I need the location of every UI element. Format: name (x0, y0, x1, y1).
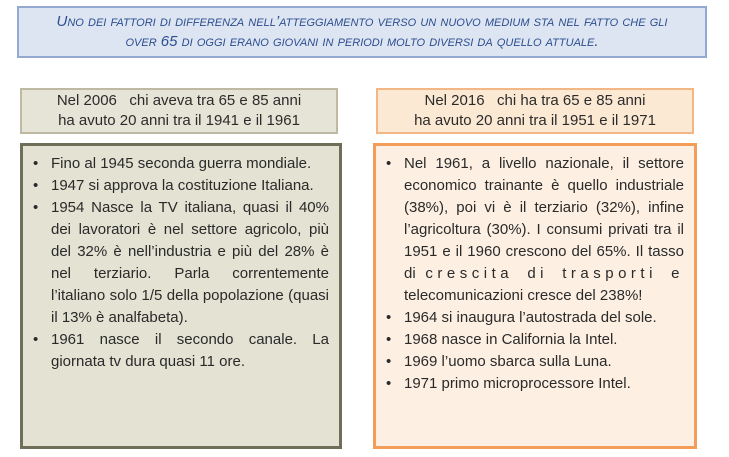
bullet-icon: • (386, 375, 392, 392)
list-item: • 1968 nasce in California la Intel. (384, 329, 684, 351)
list-item: • 1961 nasce il secondo canale. La giornata tv dura quasi 11 ore. (33, 331, 329, 370)
left-header-line-1: Nel 2006 chi aveva tra 65 e 85 anni (56, 92, 302, 109)
list-item: • 1969 l’uomo sbarca sulla Luna. (384, 351, 684, 373)
bullet-icon: • (33, 177, 39, 194)
right-column-header (376, 88, 694, 134)
left-events-list (31, 153, 329, 373)
bullet-icon: • (386, 331, 392, 348)
left-column-header (20, 88, 338, 134)
banner-line-1: Uno dei fattori di differenza nell’atteggiamento verso un nuovo medium sta nel fatto che gli (56, 13, 668, 30)
list-item: • 1971 primo microprocessore Intel. (384, 373, 684, 395)
list-item: • 1954 Nasce la TV italiana, quasi il 40% dei lavoratori è nel settore agricolo, più del 32% è nell’industria e più del 28% è nel terziario. Parla correntemente l’italiano solo 1/5 della popolazione (quasi il 13% è analfabeta). (33, 199, 329, 326)
bullet-icon: • (33, 155, 39, 172)
intro-banner (17, 6, 707, 58)
right-column-body (373, 143, 697, 449)
list-item: • Nel 1961, a livello nazionale, il settore economico trainante è quello industriale (38%), poi vi è il terziario (32%), infine l’agricoltura (30%). I consumi privati tra il 1951 e il 1960 crescono del 65%. Il tasso di crescita di trasporti e telecomunicazioni cresce del 238%! (386, 155, 684, 304)
right-events-list (384, 153, 684, 395)
bullet-icon: • (386, 353, 392, 370)
bullet-icon: • (33, 331, 39, 348)
bullet-icon: • (386, 309, 392, 326)
list-item: • Fino al 1945 seconda guerra mondiale. (31, 153, 329, 175)
right-header-line-2: ha avuto 20 anni tra il 1951 e il 1971 (414, 112, 656, 129)
banner-line-2: over 65 di oggi erano giovani in periodi molto diversi da quello attuale. (125, 33, 599, 50)
list-item: • 1964 si inaugura l’autostrada del sole. (384, 307, 684, 329)
left-header-line-2: ha avuto 20 anni tra il 1941 e il 1961 (58, 112, 300, 129)
bullet-icon: • (386, 155, 392, 172)
bullet-icon: • (33, 199, 39, 216)
list-item: • 1947 si approva la costituzione Italiana. (31, 175, 329, 197)
right-header-line-1: Nel 2016 chi ha tra 65 e 85 anni (424, 92, 646, 109)
left-column-body (20, 143, 342, 449)
